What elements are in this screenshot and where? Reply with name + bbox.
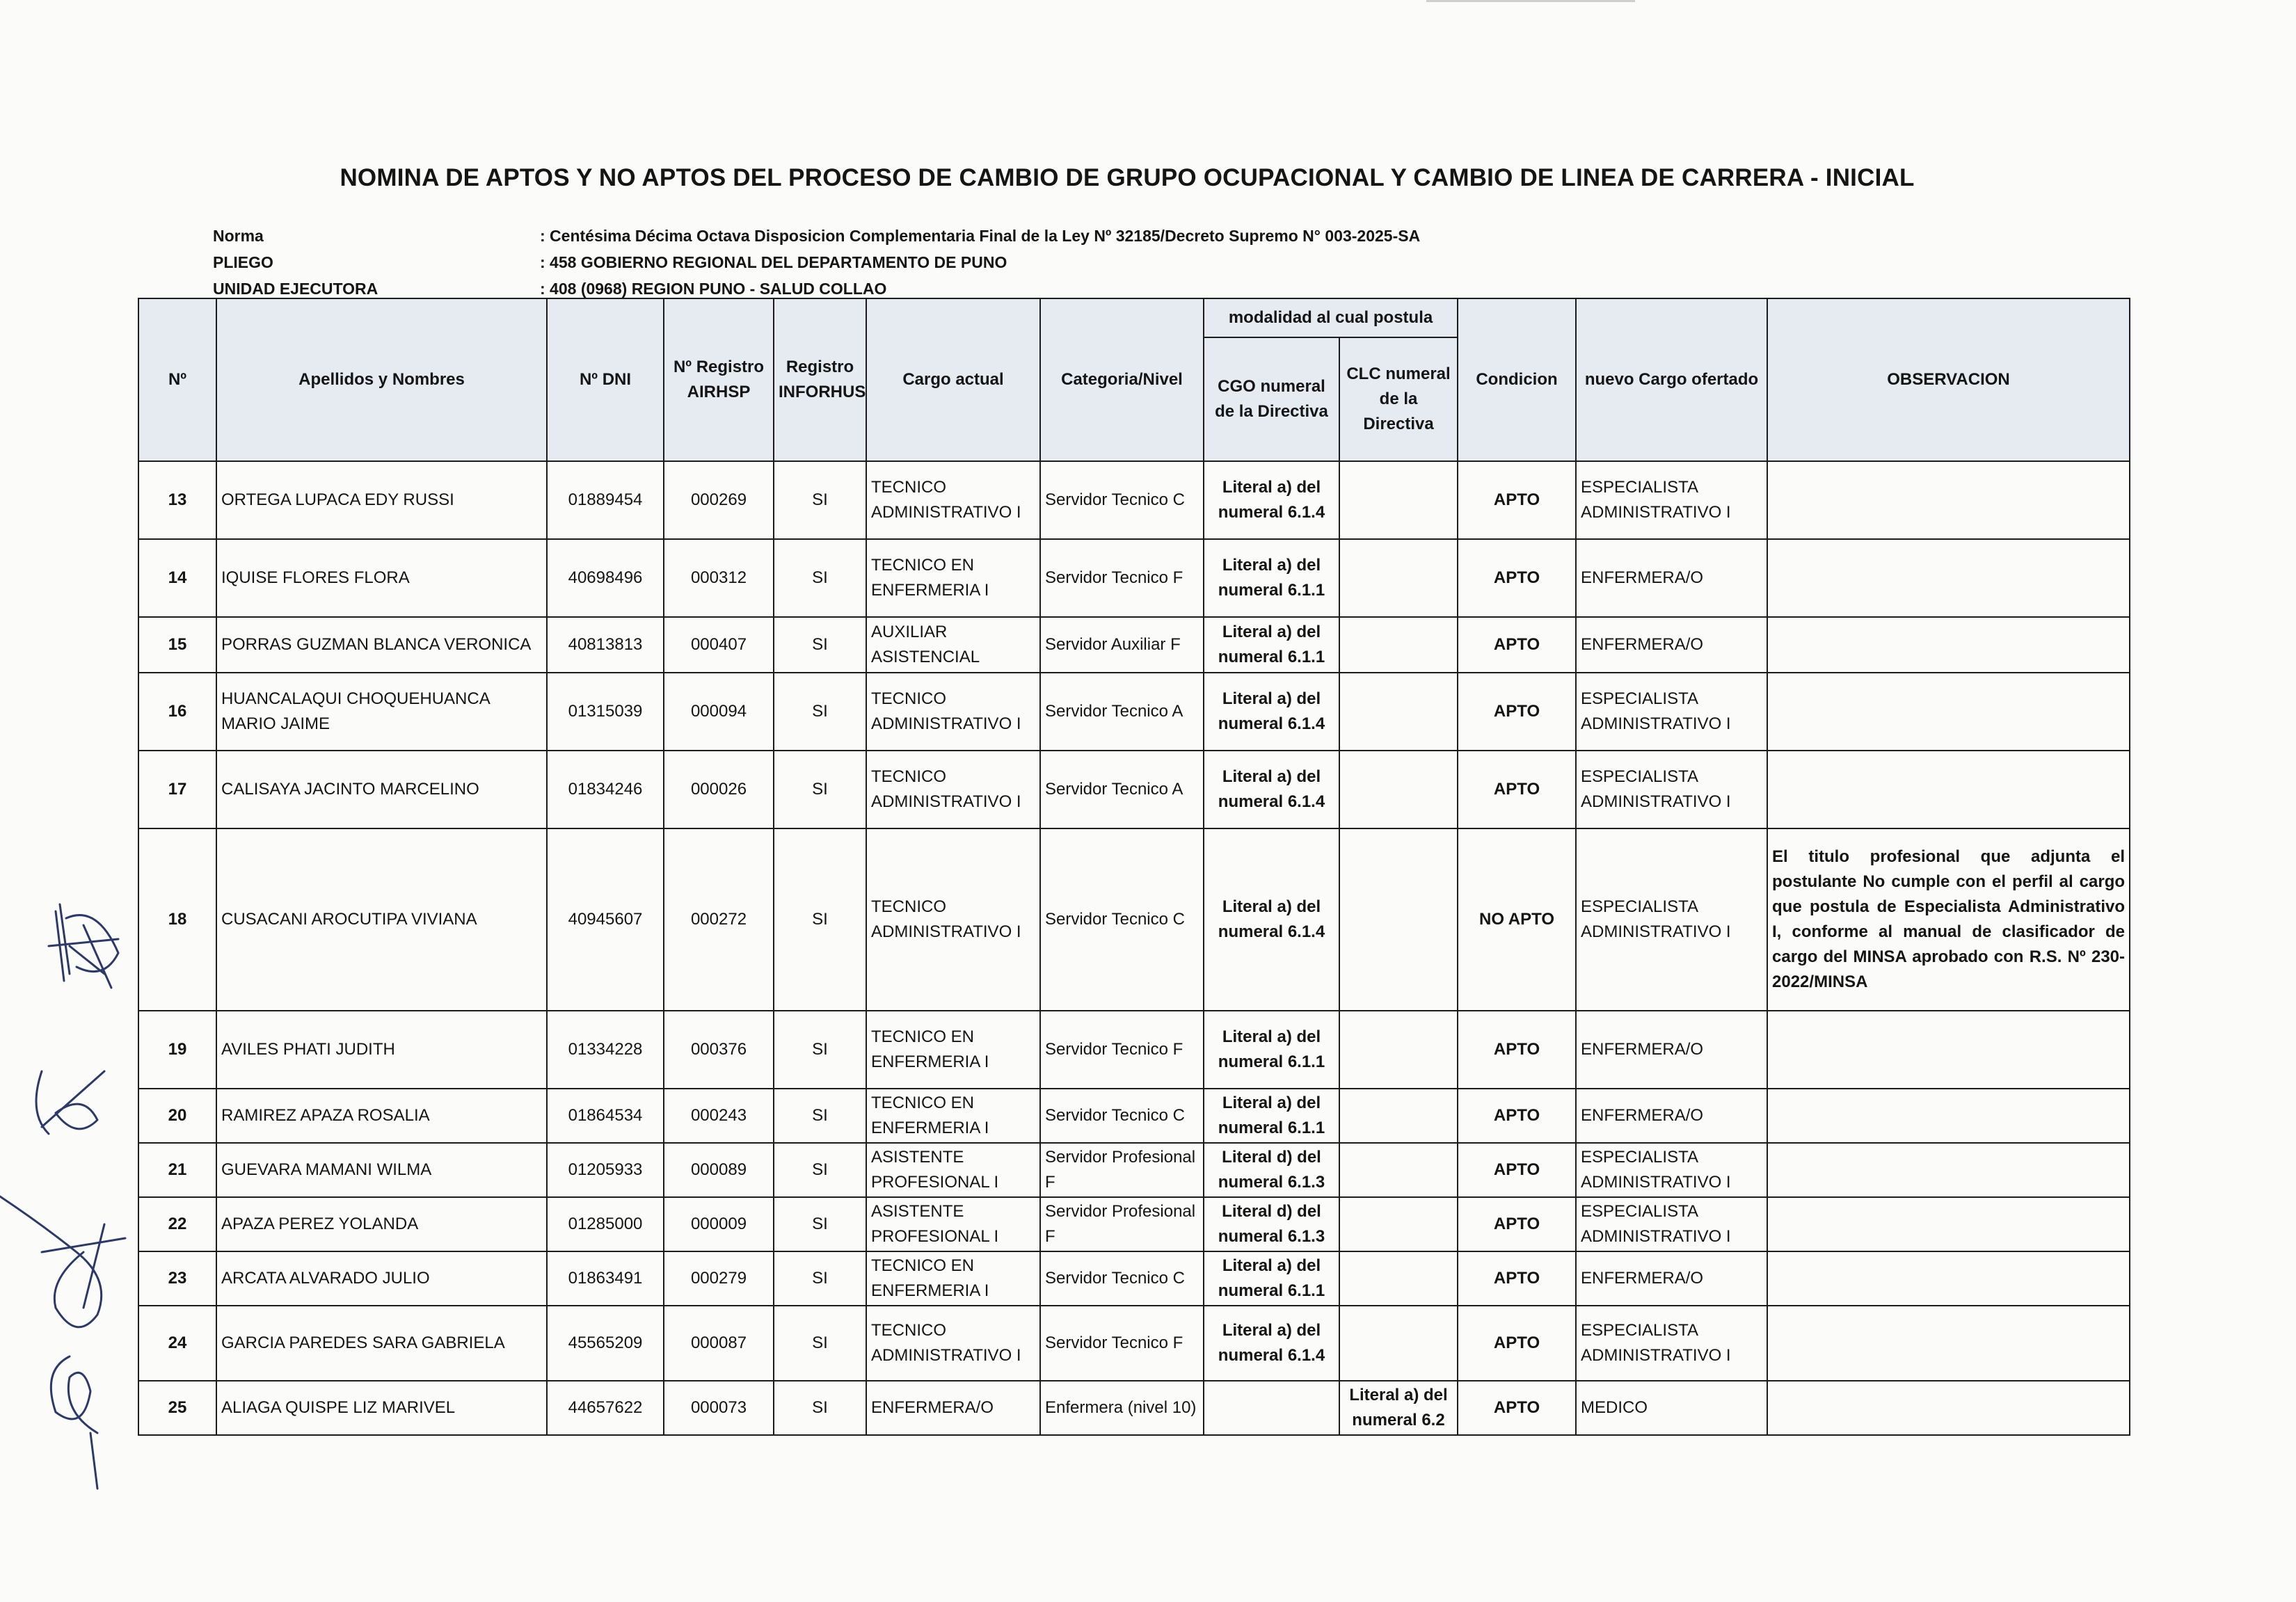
row-cargo: AUXILIAR ASISTENCIAL (866, 617, 1040, 673)
row-clc (1339, 1143, 1458, 1197)
row-num: 19 (138, 1011, 216, 1089)
row-dni: 01334228 (547, 1011, 664, 1089)
row-cgo: Literal a) del numeral 6.1.1 (1204, 1251, 1339, 1306)
document-metadata (213, 223, 1420, 302)
row-cgo: Literal d) del numeral 6.1.3 (1204, 1143, 1339, 1197)
row-nuevo-cargo: ENFERMERA/O (1576, 539, 1767, 617)
row-cgo (1204, 1381, 1339, 1435)
row-dni: 01315039 (547, 673, 664, 751)
row-cargo: TECNICO ADMINISTRATIVO I (866, 751, 1040, 828)
row-cgo: Literal a) del numeral 6.1.1 (1204, 617, 1339, 673)
row-dni: 40698496 (547, 539, 664, 617)
row-dni: 01863491 (547, 1251, 664, 1306)
row-condicion: APTO (1458, 751, 1576, 828)
row-airhsp: 000073 (664, 1381, 774, 1435)
row-num: 16 (138, 673, 216, 751)
scan-edge-line (1426, 0, 1635, 2)
row-dni: 01205933 (547, 1143, 664, 1197)
row-cargo: TECNICO EN ENFERMERIA I (866, 1011, 1040, 1089)
row-condicion: APTO (1458, 1306, 1576, 1381)
header-inforhus: Registro INFORHUS (774, 298, 866, 461)
row-nombre: AVILES PHATI JUDITH (216, 1011, 547, 1089)
row-condicion: APTO (1458, 1143, 1576, 1197)
signature-stroke (0, 1196, 125, 1327)
row-categoria: Servidor Tecnico F (1040, 539, 1204, 617)
row-clc (1339, 1306, 1458, 1381)
row-observacion (1767, 1306, 2130, 1381)
row-clc (1339, 828, 1458, 1011)
row-airhsp: 000376 (664, 1011, 774, 1089)
row-inforhus: SI (774, 1381, 866, 1435)
row-airhsp: 000089 (664, 1143, 774, 1197)
row-nuevo-cargo: ESPECIALISTA ADMINISTRATIVO I (1576, 1197, 1767, 1251)
table-row (138, 673, 2130, 751)
row-dni: 01864534 (547, 1089, 664, 1143)
row-categoria: Servidor Tecnico F (1040, 1306, 1204, 1381)
header-modalidad: modalidad al cual postula (1204, 298, 1458, 337)
row-categoria: Servidor Tecnico A (1040, 673, 1204, 751)
document-title: NOMINA DE APTOS Y NO APTOS DEL PROCESO DE CAMBIO DE GRUPO OCUPACIONAL Y CAMBIO DE LINEA DE CARRERA - INICIAL (340, 164, 1915, 191)
row-cargo: ASISTENTE PROFESIONAL I (866, 1143, 1040, 1197)
row-categoria: Servidor Tecnico C (1040, 828, 1204, 1011)
row-nuevo-cargo: ESPECIALISTA ADMINISTRATIVO I (1576, 1143, 1767, 1197)
row-airhsp: 000279 (664, 1251, 774, 1306)
row-num: 18 (138, 828, 216, 1011)
row-categoria: Servidor Tecnico F (1040, 1011, 1204, 1089)
table-row (138, 1197, 2130, 1251)
row-nombre: CALISAYA JACINTO MARCELINO (216, 751, 547, 828)
row-condicion: NO APTO (1458, 828, 1576, 1011)
table-row (138, 751, 2130, 828)
row-clc (1339, 461, 1458, 539)
meta-label: UNIDAD EJECUTORA (213, 280, 378, 298)
table-row (138, 1251, 2130, 1306)
row-cgo: Literal a) del numeral 6.1.4 (1204, 751, 1339, 828)
header-nombres: Apellidos y Nombres (216, 298, 547, 461)
meta-row-pliego (213, 249, 1420, 275)
row-nombre: IQUISE FLORES FLORA (216, 539, 547, 617)
header-observacion: OBSERVACION (1767, 298, 2130, 461)
row-condicion: APTO (1458, 461, 1576, 539)
row-nuevo-cargo: ESPECIALISTA ADMINISTRATIVO I (1576, 751, 1767, 828)
row-airhsp: 000087 (664, 1306, 774, 1381)
row-num: 13 (138, 461, 216, 539)
row-categoria: Servidor Tecnico C (1040, 1251, 1204, 1306)
header-num: Nº (138, 298, 216, 461)
row-observacion (1767, 1089, 2130, 1143)
row-num: 25 (138, 1381, 216, 1435)
row-cargo: ASISTENTE PROFESIONAL I (866, 1197, 1040, 1251)
row-num: 20 (138, 1089, 216, 1143)
row-nombre: ARCATA ALVARADO JULIO (216, 1251, 547, 1306)
header-nuevo-cargo: nuevo Cargo ofertado (1576, 298, 1767, 461)
row-condicion: APTO (1458, 539, 1576, 617)
row-observacion (1767, 673, 2130, 751)
row-inforhus: SI (774, 751, 866, 828)
header-cargo: Cargo actual (866, 298, 1040, 461)
row-inforhus: SI (774, 1089, 866, 1143)
row-cargo: TECNICO ADMINISTRATIVO I (866, 673, 1040, 751)
row-cgo: Literal a) del numeral 6.1.1 (1204, 1089, 1339, 1143)
header-cgo: CGO numeral de la Directiva (1204, 337, 1339, 461)
row-cargo: TECNICO ADMINISTRATIVO I (866, 1306, 1040, 1381)
row-nuevo-cargo: ENFERMERA/O (1576, 1251, 1767, 1306)
row-nuevo-cargo: ESPECIALISTA ADMINISTRATIVO I (1576, 461, 1767, 539)
row-observacion (1767, 617, 2130, 673)
row-inforhus: SI (774, 1143, 866, 1197)
header-airhsp: Nº Registro AIRHSP (664, 298, 774, 461)
row-observacion (1767, 1381, 2130, 1435)
row-categoria: Enfermera (nivel 10) (1040, 1381, 1204, 1435)
row-nombre: GARCIA PAREDES SARA GABRIELA (216, 1306, 547, 1381)
row-nombre: ORTEGA LUPACA EDY RUSSI (216, 461, 547, 539)
row-inforhus: SI (774, 828, 866, 1011)
row-condicion: APTO (1458, 1251, 1576, 1306)
row-observacion (1767, 751, 2130, 828)
row-clc (1339, 673, 1458, 751)
row-airhsp: 000009 (664, 1197, 774, 1251)
table-row (138, 1381, 2130, 1435)
meta-value: : 458 GOBIERNO REGIONAL DEL DEPARTAMENTO DE PUNO (540, 253, 1007, 271)
handwritten-signatures (0, 863, 139, 1503)
meta-value: : 408 (0968) REGION PUNO - SALUD COLLAO (540, 280, 887, 298)
row-clc (1339, 539, 1458, 617)
signature-stroke (51, 1356, 97, 1489)
row-nombre: CUSACANI AROCUTIPA VIVIANA (216, 828, 547, 1011)
row-dni: 44657622 (547, 1381, 664, 1435)
row-airhsp: 000269 (664, 461, 774, 539)
row-dni: 01285000 (547, 1197, 664, 1251)
row-cgo: Literal d) del numeral 6.1.3 (1204, 1197, 1339, 1251)
row-condicion: APTO (1458, 1381, 1576, 1435)
row-nuevo-cargo: ESPECIALISTA ADMINISTRATIVO I (1576, 673, 1767, 751)
row-nombre: RAMIREZ APAZA ROSALIA (216, 1089, 547, 1143)
table-row (138, 1011, 2130, 1089)
row-condicion: APTO (1458, 1011, 1576, 1089)
row-dni: 40945607 (547, 828, 664, 1011)
row-cargo: TECNICO EN ENFERMERIA I (866, 1089, 1040, 1143)
row-num: 15 (138, 617, 216, 673)
header-categoria: Categoria/Nivel (1040, 298, 1204, 461)
header-clc: CLC numeral de la Directiva (1339, 337, 1458, 461)
meta-label: PLIEGO (213, 253, 273, 271)
row-nuevo-cargo: ENFERMERA/O (1576, 617, 1767, 673)
row-observacion (1767, 1251, 2130, 1306)
row-nombre: APAZA PEREZ YOLANDA (216, 1197, 547, 1251)
row-inforhus: SI (774, 617, 866, 673)
row-airhsp: 000272 (664, 828, 774, 1011)
meta-row-norma (213, 223, 1420, 249)
row-airhsp: 000243 (664, 1089, 774, 1143)
signature-stroke (36, 1071, 104, 1134)
row-categoria: Servidor Auxiliar F (1040, 617, 1204, 673)
row-dni: 01834246 (547, 751, 664, 828)
row-observacion (1767, 539, 2130, 617)
row-clc (1339, 1251, 1458, 1306)
row-nuevo-cargo: ESPECIALISTA ADMINISTRATIVO I (1576, 1306, 1767, 1381)
signature-stroke (49, 904, 118, 988)
row-inforhus: SI (774, 1251, 866, 1306)
row-categoria: Servidor Profesional F (1040, 1143, 1204, 1197)
row-cgo: Literal a) del numeral 6.1.4 (1204, 673, 1339, 751)
table-row (138, 461, 2130, 539)
table-row (138, 1089, 2130, 1143)
row-condicion: APTO (1458, 673, 1576, 751)
row-categoria: Servidor Tecnico C (1040, 461, 1204, 539)
row-airhsp: 000407 (664, 617, 774, 673)
row-categoria: Servidor Profesional F (1040, 1197, 1204, 1251)
row-nombre: ALIAGA QUISPE LIZ MARIVEL (216, 1381, 547, 1435)
row-observacion (1767, 1197, 2130, 1251)
row-categoria: Servidor Tecnico A (1040, 751, 1204, 828)
row-num: 14 (138, 539, 216, 617)
row-clc (1339, 1197, 1458, 1251)
table-row (138, 1306, 2130, 1381)
row-num: 24 (138, 1306, 216, 1381)
meta-label: Norma (213, 227, 264, 245)
row-clc: Literal a) del numeral 6.2 (1339, 1381, 1458, 1435)
row-cargo: TECNICO ADMINISTRATIVO I (866, 461, 1040, 539)
row-cgo: Literal a) del numeral 6.1.4 (1204, 1306, 1339, 1381)
row-num: 21 (138, 1143, 216, 1197)
table-row (138, 1143, 2130, 1197)
row-cgo: Literal a) del numeral 6.1.4 (1204, 461, 1339, 539)
row-cgo: Literal a) del numeral 6.1.1 (1204, 1011, 1339, 1089)
row-dni: 40813813 (547, 617, 664, 673)
row-condicion: APTO (1458, 617, 1576, 673)
row-nuevo-cargo: ENFERMERA/O (1576, 1089, 1767, 1143)
table-row (138, 617, 2130, 673)
row-inforhus: SI (774, 461, 866, 539)
row-dni: 01889454 (547, 461, 664, 539)
row-clc (1339, 617, 1458, 673)
row-cargo: ENFERMERA/O (866, 1381, 1040, 1435)
header-dni: Nº DNI (547, 298, 664, 461)
row-num: 17 (138, 751, 216, 828)
row-nombre: HUANCALAQUI CHOQUEHUANCA MARIO JAIME (216, 673, 547, 751)
row-observacion (1767, 1011, 2130, 1089)
row-condicion: APTO (1458, 1197, 1576, 1251)
row-inforhus: SI (774, 673, 866, 751)
row-inforhus: SI (774, 539, 866, 617)
meta-value: : Centésima Décima Octava Disposicion Complementaria Final de la Ley Nº 32185/Decreto Supremo N° 003-2025-SA (540, 227, 1421, 245)
row-inforhus: SI (774, 1306, 866, 1381)
row-nuevo-cargo: MEDICO (1576, 1381, 1767, 1435)
row-airhsp: 000026 (664, 751, 774, 828)
row-observacion: El titulo profesional que adjunta el postulante No cumple con el perfil al cargo que postula de Especialista Administrativo I, conforme al manual de clasificador de cargo del MINSA aprobado con R.S. Nº 230-2022/MINSA (1767, 828, 2130, 1011)
row-dni: 45565209 (547, 1306, 664, 1381)
row-observacion (1767, 1143, 2130, 1197)
row-airhsp: 000094 (664, 673, 774, 751)
row-condicion: APTO (1458, 1089, 1576, 1143)
nomina-rows (138, 461, 2130, 1435)
row-observacion (1767, 461, 2130, 539)
row-airhsp: 000312 (664, 539, 774, 617)
table-row (138, 828, 2130, 1011)
row-clc (1339, 1011, 1458, 1089)
row-clc (1339, 1089, 1458, 1143)
row-cargo: TECNICO EN ENFERMERIA I (866, 1251, 1040, 1306)
row-nombre: GUEVARA MAMANI WILMA (216, 1143, 547, 1197)
row-clc (1339, 751, 1458, 828)
row-cargo: TECNICO EN ENFERMERIA I (866, 539, 1040, 617)
row-categoria: Servidor Tecnico C (1040, 1089, 1204, 1143)
row-inforhus: SI (774, 1011, 866, 1089)
header-condicion: Condicion (1458, 298, 1576, 461)
row-nombre: PORRAS GUZMAN BLANCA VERONICA (216, 617, 547, 673)
row-num: 23 (138, 1251, 216, 1306)
row-cargo: TECNICO ADMINISTRATIVO I (866, 828, 1040, 1011)
table-row (138, 539, 2130, 617)
nomina-table (138, 298, 2130, 1436)
row-nuevo-cargo: ENFERMERA/O (1576, 1011, 1767, 1089)
row-cgo: Literal a) del numeral 6.1.4 (1204, 828, 1339, 1011)
row-nuevo-cargo: ESPECIALISTA ADMINISTRATIVO I (1576, 828, 1767, 1011)
row-cgo: Literal a) del numeral 6.1.1 (1204, 539, 1339, 617)
row-num: 22 (138, 1197, 216, 1251)
row-inforhus: SI (774, 1197, 866, 1251)
